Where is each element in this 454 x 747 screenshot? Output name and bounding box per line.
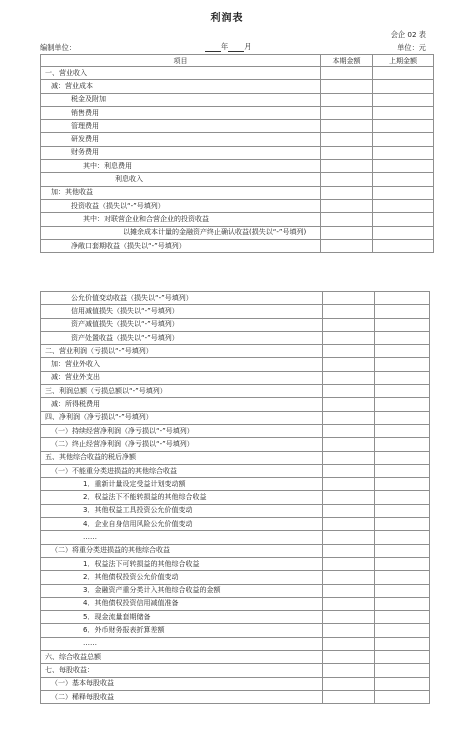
row-label: 3．金融资产重分类计入其他综合收益的金额 xyxy=(41,584,323,597)
row-label: 6．外币财务报表折算差额 xyxy=(41,624,323,637)
table-row xyxy=(41,80,434,93)
current-period-amount xyxy=(321,80,373,93)
header-row xyxy=(41,55,434,67)
prior-period-amount xyxy=(375,491,430,504)
row-label: 研发费用 xyxy=(41,133,321,146)
prior-period-amount xyxy=(375,398,430,411)
prior-period-amount xyxy=(373,160,434,173)
table-row xyxy=(41,199,434,212)
current-period-amount xyxy=(323,584,375,597)
year-suffix: 年 xyxy=(221,42,229,51)
row-label: 其中：利息费用 xyxy=(41,160,321,173)
row-label: 其中：对联营企业和合营企业的投资收益 xyxy=(41,213,321,226)
prior-period-amount xyxy=(375,518,430,531)
row-label: 一、营业收入 xyxy=(41,67,321,80)
current-period-amount xyxy=(323,438,375,451)
table-row xyxy=(41,531,430,544)
current-period-amount xyxy=(323,478,375,491)
prior-period-amount xyxy=(375,438,430,451)
row-label: 净敞口套期收益（损失以“-”号填列） xyxy=(41,239,321,252)
row-label: …… xyxy=(41,637,323,650)
prior-period-amount xyxy=(375,597,430,610)
row-label: 资产处置收益（损失以“-”号填列） xyxy=(41,331,323,344)
table-row xyxy=(41,624,430,637)
table-row xyxy=(41,133,434,146)
current-period-amount xyxy=(323,464,375,477)
current-period-amount xyxy=(323,571,375,584)
prior-period-amount xyxy=(375,292,430,305)
row-label: 投资收益（损失以“-”号填列） xyxy=(41,199,321,212)
row-label: 减：所得税费用 xyxy=(41,398,323,411)
row-label: 2．权益法下不能转损益的其他综合收益 xyxy=(41,491,323,504)
row-label: 利息收入 xyxy=(41,173,321,186)
row-label: （一）持续经营净利润（净亏损以“-”号填列） xyxy=(41,424,323,437)
current-period-amount xyxy=(323,292,375,305)
prior-period-amount xyxy=(375,358,430,371)
current-period-amount xyxy=(323,637,375,650)
prior-period-amount xyxy=(373,80,434,93)
table-row xyxy=(41,478,430,491)
prior-period-amount xyxy=(373,173,434,186)
form-code: 会企 02 表 xyxy=(390,30,426,39)
table-row xyxy=(41,120,434,133)
prior-period-amount xyxy=(375,624,430,637)
row-label: 六、综合收益总额 xyxy=(41,651,323,664)
prior-period-amount xyxy=(375,611,430,624)
row-label: 四、净利润（净亏损以“-”号填列） xyxy=(41,411,323,424)
current-period-amount xyxy=(323,664,375,677)
prior-period-amount xyxy=(375,637,430,650)
row-label: （二）终止经营净利润（净亏损以“-”号填列） xyxy=(41,438,323,451)
current-period-amount xyxy=(323,544,375,557)
current-period-amount xyxy=(323,331,375,344)
prior-period-amount xyxy=(375,544,430,557)
month-suffix: 月 xyxy=(244,42,252,51)
table-row xyxy=(41,106,434,119)
prior-period-amount xyxy=(375,451,430,464)
current-period-amount xyxy=(321,160,373,173)
current-period-amount xyxy=(321,186,373,199)
current-period-amount xyxy=(323,491,375,504)
row-label: 资产减值损失（损失以“-”号填列） xyxy=(41,318,323,331)
column-header-current-period: 本期金额 xyxy=(321,55,373,67)
current-period-amount xyxy=(323,411,375,424)
row-label: （一）不能重分类进损益的其他综合收益 xyxy=(41,464,323,477)
prior-period-amount xyxy=(373,67,434,80)
table-row xyxy=(41,160,434,173)
prior-period-amount xyxy=(375,371,430,384)
table-row xyxy=(41,173,434,186)
row-label: 加：营业外收入 xyxy=(41,358,323,371)
row-label: 1．权益法下可转损益的其他综合收益 xyxy=(41,557,323,570)
table-row xyxy=(41,331,430,344)
preparer-unit-label: 编制单位： xyxy=(40,43,76,52)
prior-period-amount xyxy=(373,213,434,226)
table-row xyxy=(41,213,434,226)
table-row xyxy=(41,637,430,650)
current-period-amount xyxy=(321,120,373,133)
row-label: 1．重新计量设定受益计划变动额 xyxy=(41,478,323,491)
prior-period-amount xyxy=(375,318,430,331)
table-row xyxy=(41,677,430,690)
row-label: 财务费用 xyxy=(41,146,321,159)
prior-period-amount xyxy=(373,239,434,252)
income-statement-table-bottom xyxy=(40,291,430,704)
prior-period-amount xyxy=(375,677,430,690)
prior-period-amount xyxy=(373,106,434,119)
table-row xyxy=(41,557,430,570)
current-period-amount xyxy=(323,318,375,331)
current-period-amount xyxy=(323,557,375,570)
table-row xyxy=(41,146,434,159)
current-period-amount xyxy=(321,67,373,80)
prior-period-amount xyxy=(373,146,434,159)
row-label: 公允价值变动收益（损失以“-”号填列） xyxy=(41,292,323,305)
row-label: 3．其他权益工具投资公允价值变动 xyxy=(41,504,323,517)
table-row xyxy=(41,504,430,517)
table-row xyxy=(41,226,434,239)
current-period-amount xyxy=(323,398,375,411)
current-period-amount xyxy=(323,690,375,703)
prior-period-amount xyxy=(373,186,434,199)
row-label: 信用减值损失（损失以“-”号填列） xyxy=(41,305,323,318)
current-period-amount xyxy=(321,199,373,212)
current-period-amount xyxy=(323,424,375,437)
row-label: （二）将重分类进损益的其他综合收益 xyxy=(41,544,323,557)
row-label: 税金及附加 xyxy=(41,93,321,106)
current-period-amount xyxy=(323,611,375,624)
current-period-amount xyxy=(323,385,375,398)
column-header-item: 项目 xyxy=(41,55,321,67)
table-row xyxy=(41,424,430,437)
table-row xyxy=(41,398,430,411)
current-period-amount xyxy=(323,504,375,517)
prior-period-amount xyxy=(373,120,434,133)
prior-period-amount xyxy=(375,331,430,344)
prior-period-amount xyxy=(375,584,430,597)
current-period-amount xyxy=(321,213,373,226)
row-label: …… xyxy=(41,531,323,544)
current-period-amount xyxy=(321,93,373,106)
prior-period-amount xyxy=(375,478,430,491)
prior-period-amount xyxy=(375,690,430,703)
table-row xyxy=(41,611,430,624)
table-row xyxy=(41,451,430,464)
table-row xyxy=(41,371,430,384)
row-label: 销售费用 xyxy=(41,106,321,119)
report-period xyxy=(205,42,251,52)
current-period-amount xyxy=(321,146,373,159)
current-period-amount xyxy=(321,173,373,186)
current-period-amount xyxy=(323,518,375,531)
current-period-amount xyxy=(323,677,375,690)
table-row xyxy=(41,239,434,252)
table-row xyxy=(41,67,434,80)
current-period-amount xyxy=(321,133,373,146)
prior-period-amount xyxy=(375,424,430,437)
current-period-amount xyxy=(323,345,375,358)
row-label: 五、其他综合收益的税后净额 xyxy=(41,451,323,464)
prior-period-amount xyxy=(375,411,430,424)
row-label: 减：营业外支出 xyxy=(41,371,323,384)
prior-period-amount xyxy=(375,305,430,318)
row-label: （一）基本每股收益 xyxy=(41,677,323,690)
month-blank xyxy=(228,43,244,52)
prior-period-amount xyxy=(375,664,430,677)
table-row xyxy=(41,690,430,703)
table-row xyxy=(41,93,434,106)
current-period-amount xyxy=(323,358,375,371)
row-label: 加：其他收益 xyxy=(41,186,321,199)
row-label: 二、营业利润（亏损以“-”号填列） xyxy=(41,345,323,358)
current-period-amount xyxy=(321,106,373,119)
table-row xyxy=(41,358,430,371)
income-statement-table-top xyxy=(40,54,434,253)
table-row xyxy=(41,571,430,584)
table-row xyxy=(41,491,430,504)
row-label: 管理费用 xyxy=(41,120,321,133)
table-row xyxy=(41,464,430,477)
year-blank xyxy=(205,43,221,52)
row-label: 三、利润总额（亏损总额以“-”号填列） xyxy=(41,385,323,398)
table-row xyxy=(41,345,430,358)
prior-period-amount xyxy=(375,385,430,398)
row-label: 5．现金流量套期储备 xyxy=(41,611,323,624)
table-row xyxy=(41,584,430,597)
row-label: 4．其他债权投资信用减值准备 xyxy=(41,597,323,610)
current-period-amount xyxy=(323,371,375,384)
row-label: 七、每股收益： xyxy=(41,664,323,677)
current-period-amount xyxy=(321,239,373,252)
prior-period-amount xyxy=(375,651,430,664)
current-period-amount xyxy=(323,305,375,318)
table-row xyxy=(41,664,430,677)
prior-period-amount xyxy=(373,133,434,146)
row-label: 以摊余成本计量的金融资产终止确认收益(损失以“-”号填列) xyxy=(41,226,321,239)
table-row xyxy=(41,318,430,331)
current-period-amount xyxy=(323,451,375,464)
row-label: 减：营业成本 xyxy=(41,80,321,93)
table-row xyxy=(41,305,430,318)
prior-period-amount xyxy=(375,531,430,544)
table-row xyxy=(41,438,430,451)
table-row xyxy=(41,597,430,610)
current-period-amount xyxy=(323,531,375,544)
column-header-prior-period: 上期金额 xyxy=(373,55,434,67)
prior-period-amount xyxy=(373,199,434,212)
prior-period-amount xyxy=(375,504,430,517)
table-row xyxy=(41,385,430,398)
row-label: 2．其他债权投资公允价值变动 xyxy=(41,571,323,584)
prior-period-amount xyxy=(375,571,430,584)
current-period-amount xyxy=(323,651,375,664)
table-row xyxy=(41,186,434,199)
report-title: 利润表 xyxy=(210,13,244,24)
table-row xyxy=(41,411,430,424)
currency-unit: 单位：元 xyxy=(397,43,426,52)
table-row xyxy=(41,292,430,305)
table-row xyxy=(41,544,430,557)
prior-period-amount xyxy=(373,93,434,106)
prior-period-amount xyxy=(375,345,430,358)
row-label: 4．企业自身信用风险公允价值变动 xyxy=(41,518,323,531)
prior-period-amount xyxy=(373,226,434,239)
current-period-amount xyxy=(321,226,373,239)
row-label: （二）稀释每股收益 xyxy=(41,690,323,703)
prior-period-amount xyxy=(375,557,430,570)
prior-period-amount xyxy=(375,464,430,477)
current-period-amount xyxy=(323,597,375,610)
table-row xyxy=(41,518,430,531)
current-period-amount xyxy=(323,624,375,637)
table-row xyxy=(41,651,430,664)
